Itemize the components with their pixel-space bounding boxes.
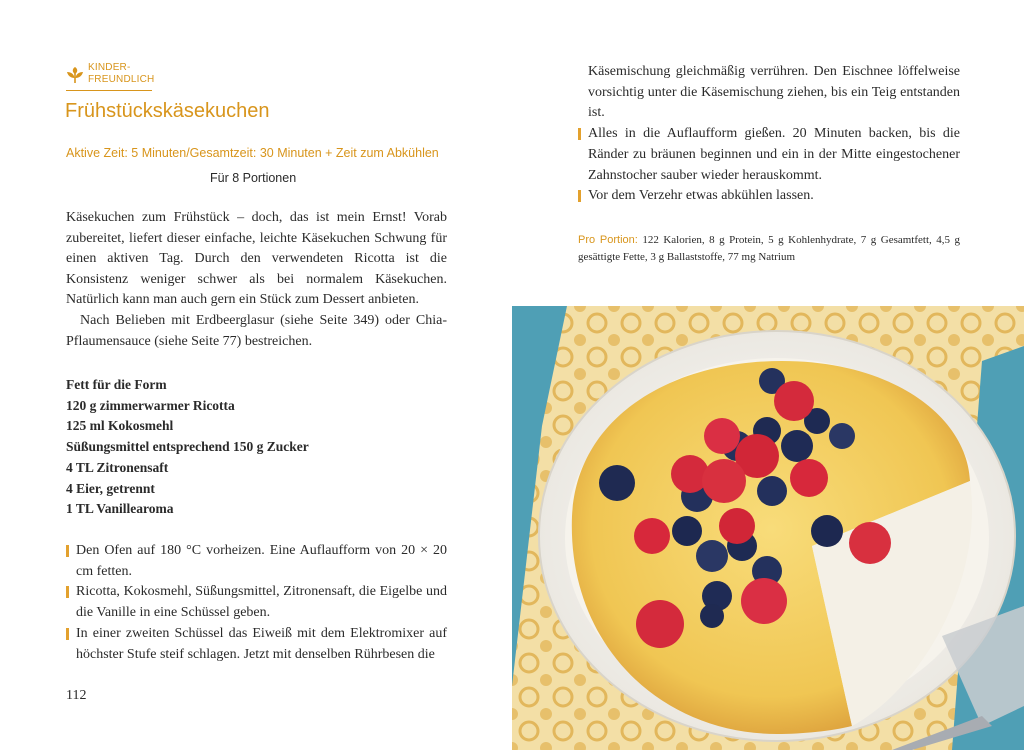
badge-line-1: KINDER- [88, 62, 131, 73]
instruction-step [66, 624, 447, 665]
ingredient-item: Fett für die Form [66, 377, 167, 392]
step-text: Käsemischung gleichmäßig verrühren. Den Eischnee löffelweise vorsichtig unter die Käsemischung ziehen, bis ein Teig entstanden ist. [588, 64, 960, 121]
step-marker [578, 190, 581, 202]
instruction-list-continued [578, 62, 960, 207]
ingredient-item: 4 Eier, getrennt [66, 480, 155, 496]
step-text: Den Ofen auf 180 °C vorheizen. Eine Auflaufform von 20 × 20 cm fetten. [76, 543, 447, 579]
instruction-step [578, 186, 960, 207]
intro-paragraph: Käsekuchen zum Frühstück – doch, das ist mein Ernst! Vorab zubereitet, liefert dieser einfache, leichte Käsekuchen Schwung für einen aktiven Tag. Durch den verwendeten Ricotta ist die Konsistenz weniger schwer als bei normalem Käsekuchen. Natürlich kann man auch gern ein Stück zum Dessert anbieten. [66, 210, 447, 308]
nutrition-values: 122 Kalorien, 8 g Protein, 5 g Kohlenhydrate, 7 g Gesamtfett, 4,5 g gesättigte Fette, 3 g Ballaststoffe, 77 mg Natrium [578, 234, 961, 263]
instruction-list [66, 541, 447, 665]
intro-paragraph: Nach Belieben mit Erdbeerglasur (siehe Seite 349) oder Chia-Pflaumensauce (siehe Seite 77) bestreichen. [66, 312, 447, 349]
recipe-title: Frühstückskäsekuchen [65, 100, 270, 122]
step-text: Vor dem Verzehr etwas abkühlen lassen. [588, 188, 814, 204]
step-marker [66, 545, 69, 557]
ingredient-item: 125 ml Kokosmehl [66, 418, 174, 434]
recipe-intro [66, 208, 447, 352]
instruction-step [66, 541, 447, 582]
cheesecake-illustration [512, 306, 1024, 750]
recipe-servings: Für 8 Portionen [210, 171, 297, 185]
instruction-step [578, 124, 960, 186]
step-text: Ricotta, Kokosmehl, Süßungsmittel, Zitronensaft, die Eigelbe und die Vanille in eine Schüssel geben. [76, 584, 447, 621]
nutrition-label: Pro Portion: [578, 234, 638, 246]
step-text: In einer zweiten Schüssel das Eiweiß mit dem Elektromixer auf höchster Stufe steif schlagen. Jetzt mit denselben Rührbesen die [76, 625, 447, 662]
page-number: 112 [66, 688, 87, 703]
instruction-step [66, 582, 447, 623]
ingredient-item: 4 TL Zitronensaft [66, 459, 169, 475]
ingredient-item: 120 g zimmerwarmer Ricotta [66, 397, 235, 413]
step-marker [66, 586, 69, 598]
step-text: Alles in die Auflaufform gießen. 20 Minuten backen, bis die Ränder zu bräunen beginnen und ein in der Mitte eingestochener Zahnstocher sauber wieder herauskommt. [588, 126, 960, 183]
ingredient-item: Süßungsmittel entsprechend 150 g Zucker [66, 439, 309, 455]
wheat-leaf-icon [66, 64, 84, 84]
recipe-time: Aktive Zeit: 5 Minuten/Gesamtzeit: 30 Minuten + Zeit zum Abkühlen [66, 146, 439, 160]
ingredient-item: 1 TL Vanillearoma [66, 501, 174, 517]
kid-friendly-badge [66, 62, 154, 86]
step-marker [66, 628, 69, 640]
cheesecake-photo [512, 306, 1024, 750]
ingredient-list [66, 375, 447, 520]
nutrition-info [578, 232, 960, 266]
badge-line-2: FREUNDLICH [88, 74, 155, 85]
instruction-step-continued [578, 62, 960, 124]
badge-underline [66, 90, 152, 91]
badge-text [88, 62, 154, 86]
step-marker [578, 128, 581, 140]
